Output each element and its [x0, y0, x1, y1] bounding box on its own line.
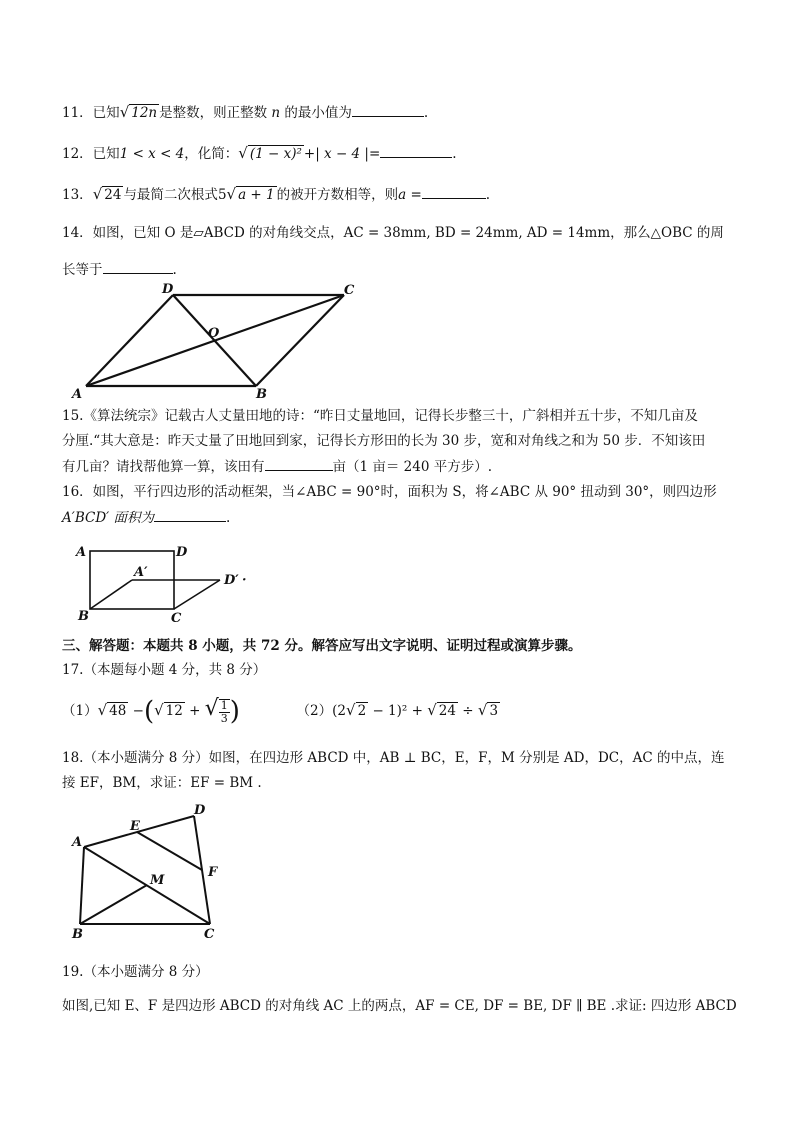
- label-dot: ·: [242, 573, 247, 588]
- q17-p1-plus: +: [189, 703, 201, 719]
- label-D: D: [176, 545, 188, 560]
- label-B: B: [78, 609, 89, 624]
- q11-prefix: 11．已知: [62, 105, 120, 121]
- q14-text: 长等于: [62, 262, 103, 278]
- question-15-line-3: [62, 456, 492, 477]
- q11-text: 是整数，则正整数: [159, 105, 268, 121]
- q17-p2-radicand-3: 3: [489, 703, 499, 719]
- question-14-line-2: [62, 259, 177, 280]
- question-16-line-1: 16．如图，平行四边形的活动框架，当∠ABC = 90°时，面积为 S，将∠ABC 从 90° 扭动到 30°，则四边形: [62, 484, 717, 500]
- label-D-prime: D′: [224, 573, 239, 588]
- label-O: O: [208, 326, 220, 341]
- q11-suffix: 的最小值为: [284, 105, 352, 121]
- question-19-head: 19.（本小题满分 8 分）: [62, 964, 209, 980]
- answer-blank[interactable]: [380, 143, 452, 158]
- q16-end: .: [226, 510, 231, 526]
- q12-radicand: (1 − x)²: [249, 146, 302, 162]
- q17-p2-radicand-2: 2: [357, 703, 367, 719]
- label-A: A: [72, 387, 83, 398]
- question-11: 11．已知√ 12n 是整数，则正整数 n 的最小值为 .: [62, 103, 429, 121]
- q17-p1-num: 1: [220, 698, 228, 712]
- q17-p2-a: (2: [332, 703, 346, 719]
- q16-text: A′BCD′ 面积为: [62, 510, 154, 526]
- question-18-line-1: 18.（本小题满分 8 分）如图，在四边形 ABCD 中，AB ⊥ BC，E，F，M 分别是 AD，DC，AC 的中点，连: [62, 750, 725, 766]
- label-B: B: [72, 927, 83, 942]
- answer-blank[interactable]: [154, 507, 226, 522]
- q12-text: ，化简：: [184, 146, 239, 162]
- q17-part-2-label: （2）: [296, 703, 333, 719]
- q13-text-2: 的被开方数相等，则: [276, 187, 399, 203]
- question-18-line-2: 接 EF，BM，求证：EF = BM .: [62, 775, 262, 791]
- q17-p1-radicand-12: 12: [165, 703, 183, 719]
- answer-blank[interactable]: [103, 259, 173, 274]
- q12-prefix: 12．已知: [62, 146, 120, 162]
- question-17-head: 17.（本题每小题 4 分，共 8 分）: [62, 662, 267, 678]
- label-C: C: [171, 611, 182, 626]
- label-A: A: [72, 835, 83, 850]
- label-D: D: [162, 282, 174, 297]
- q13-text-1: 与最简二次根式: [123, 187, 218, 203]
- q15-text-end: 亩（1 亩＝ 240 平方步）.: [332, 459, 493, 475]
- q17-p1-minus: −: [132, 703, 144, 719]
- label-C: C: [204, 927, 215, 942]
- answer-blank[interactable]: [352, 102, 424, 117]
- q13-prefix: 13．: [62, 187, 93, 203]
- q17-p2-b: − 1)² +: [368, 703, 428, 719]
- answer-blank[interactable]: [265, 456, 333, 471]
- question-13: 13．√ 24 与最简二次根式5√ a + 1 的被开方数相等，则a = .: [62, 185, 491, 203]
- q17-p1-radicand-48: 48: [109, 703, 127, 719]
- q17-p1-den: 3: [220, 711, 228, 725]
- q17-p2-c: ÷: [457, 703, 478, 719]
- q11-radicand: 12n: [131, 105, 158, 121]
- answer-blank[interactable]: [422, 184, 486, 199]
- label-D: D: [194, 803, 206, 818]
- q17-part-1-label: （1）: [62, 703, 98, 719]
- q13-end: .: [485, 187, 491, 203]
- label-F: F: [208, 865, 218, 880]
- frame-figure: [70, 540, 260, 626]
- label-C: C: [344, 283, 355, 298]
- question-16-line-2: [62, 507, 230, 528]
- q13-radicand-1: 24: [104, 187, 122, 203]
- question-17-parts: （1）√ 48 −(√ 12 + √ $\frac{1}{3}$ ) （2）(2√ 2 − 1)² + √ 24 ÷ √ 3: [62, 696, 499, 727]
- label-A: A: [76, 545, 87, 560]
- label-A-prime: A′: [134, 565, 148, 580]
- q17-p2-radicand-24: 24: [438, 703, 456, 719]
- q12-end: .: [452, 146, 457, 162]
- question-15-line-2: 分厘.“其大意是：昨天丈量了田地回到家，记得长方形田的长为 30 步，宽和对角线之和为 50 步．不知该田: [62, 433, 706, 449]
- q14-end: .: [172, 262, 177, 278]
- question-19-line-1: 如图,已知 E、F 是四边形 ABCD 的对角线 AC 上的两点，AF = CE, DF = BE, DF ∥ BE .求证: 四边形 ABCD: [62, 998, 737, 1014]
- question-15-line-1: 15.《算法统宗》记载古人丈量田地的诗：“昨日丈量地回，记得长步整三十，广斜相并五十步，不知几亩及: [62, 408, 698, 424]
- q11-end: .: [423, 105, 429, 121]
- q11-var: n: [271, 105, 281, 121]
- q15-text: 有几亩？请找帮他算一算，该田有: [62, 459, 265, 475]
- q17-p1-fraction: [219, 699, 230, 725]
- label-B: B: [256, 387, 267, 398]
- q13-coef: 5: [217, 187, 227, 203]
- question-14-line-1: 14．如图，已知 O 是▱ABCD 的对角线交点，AC = 38mm, BD = 24mm, AD = 14mm，那么△OBC 的周: [62, 225, 724, 241]
- q13-var: a =: [398, 187, 422, 203]
- quadrilateral-figure: [68, 800, 238, 942]
- q12-condition: 1 < x < 4: [119, 146, 185, 162]
- q12-expr: +| x − 4 |=: [303, 146, 381, 162]
- section-3-heading: 三、解答题：本题共 8 小题，共 72 分。解答应写出文字说明、证明过程或演算步骤。: [62, 638, 582, 654]
- question-12: 12．已知1 < x < 4，化简：√ (1 − x)² +| x − 4 |= .: [62, 144, 457, 162]
- q13-radicand-2: a + 1: [238, 187, 275, 203]
- label-M: M: [150, 873, 165, 888]
- label-E: E: [130, 819, 140, 834]
- parallelogram-figure: [62, 280, 372, 398]
